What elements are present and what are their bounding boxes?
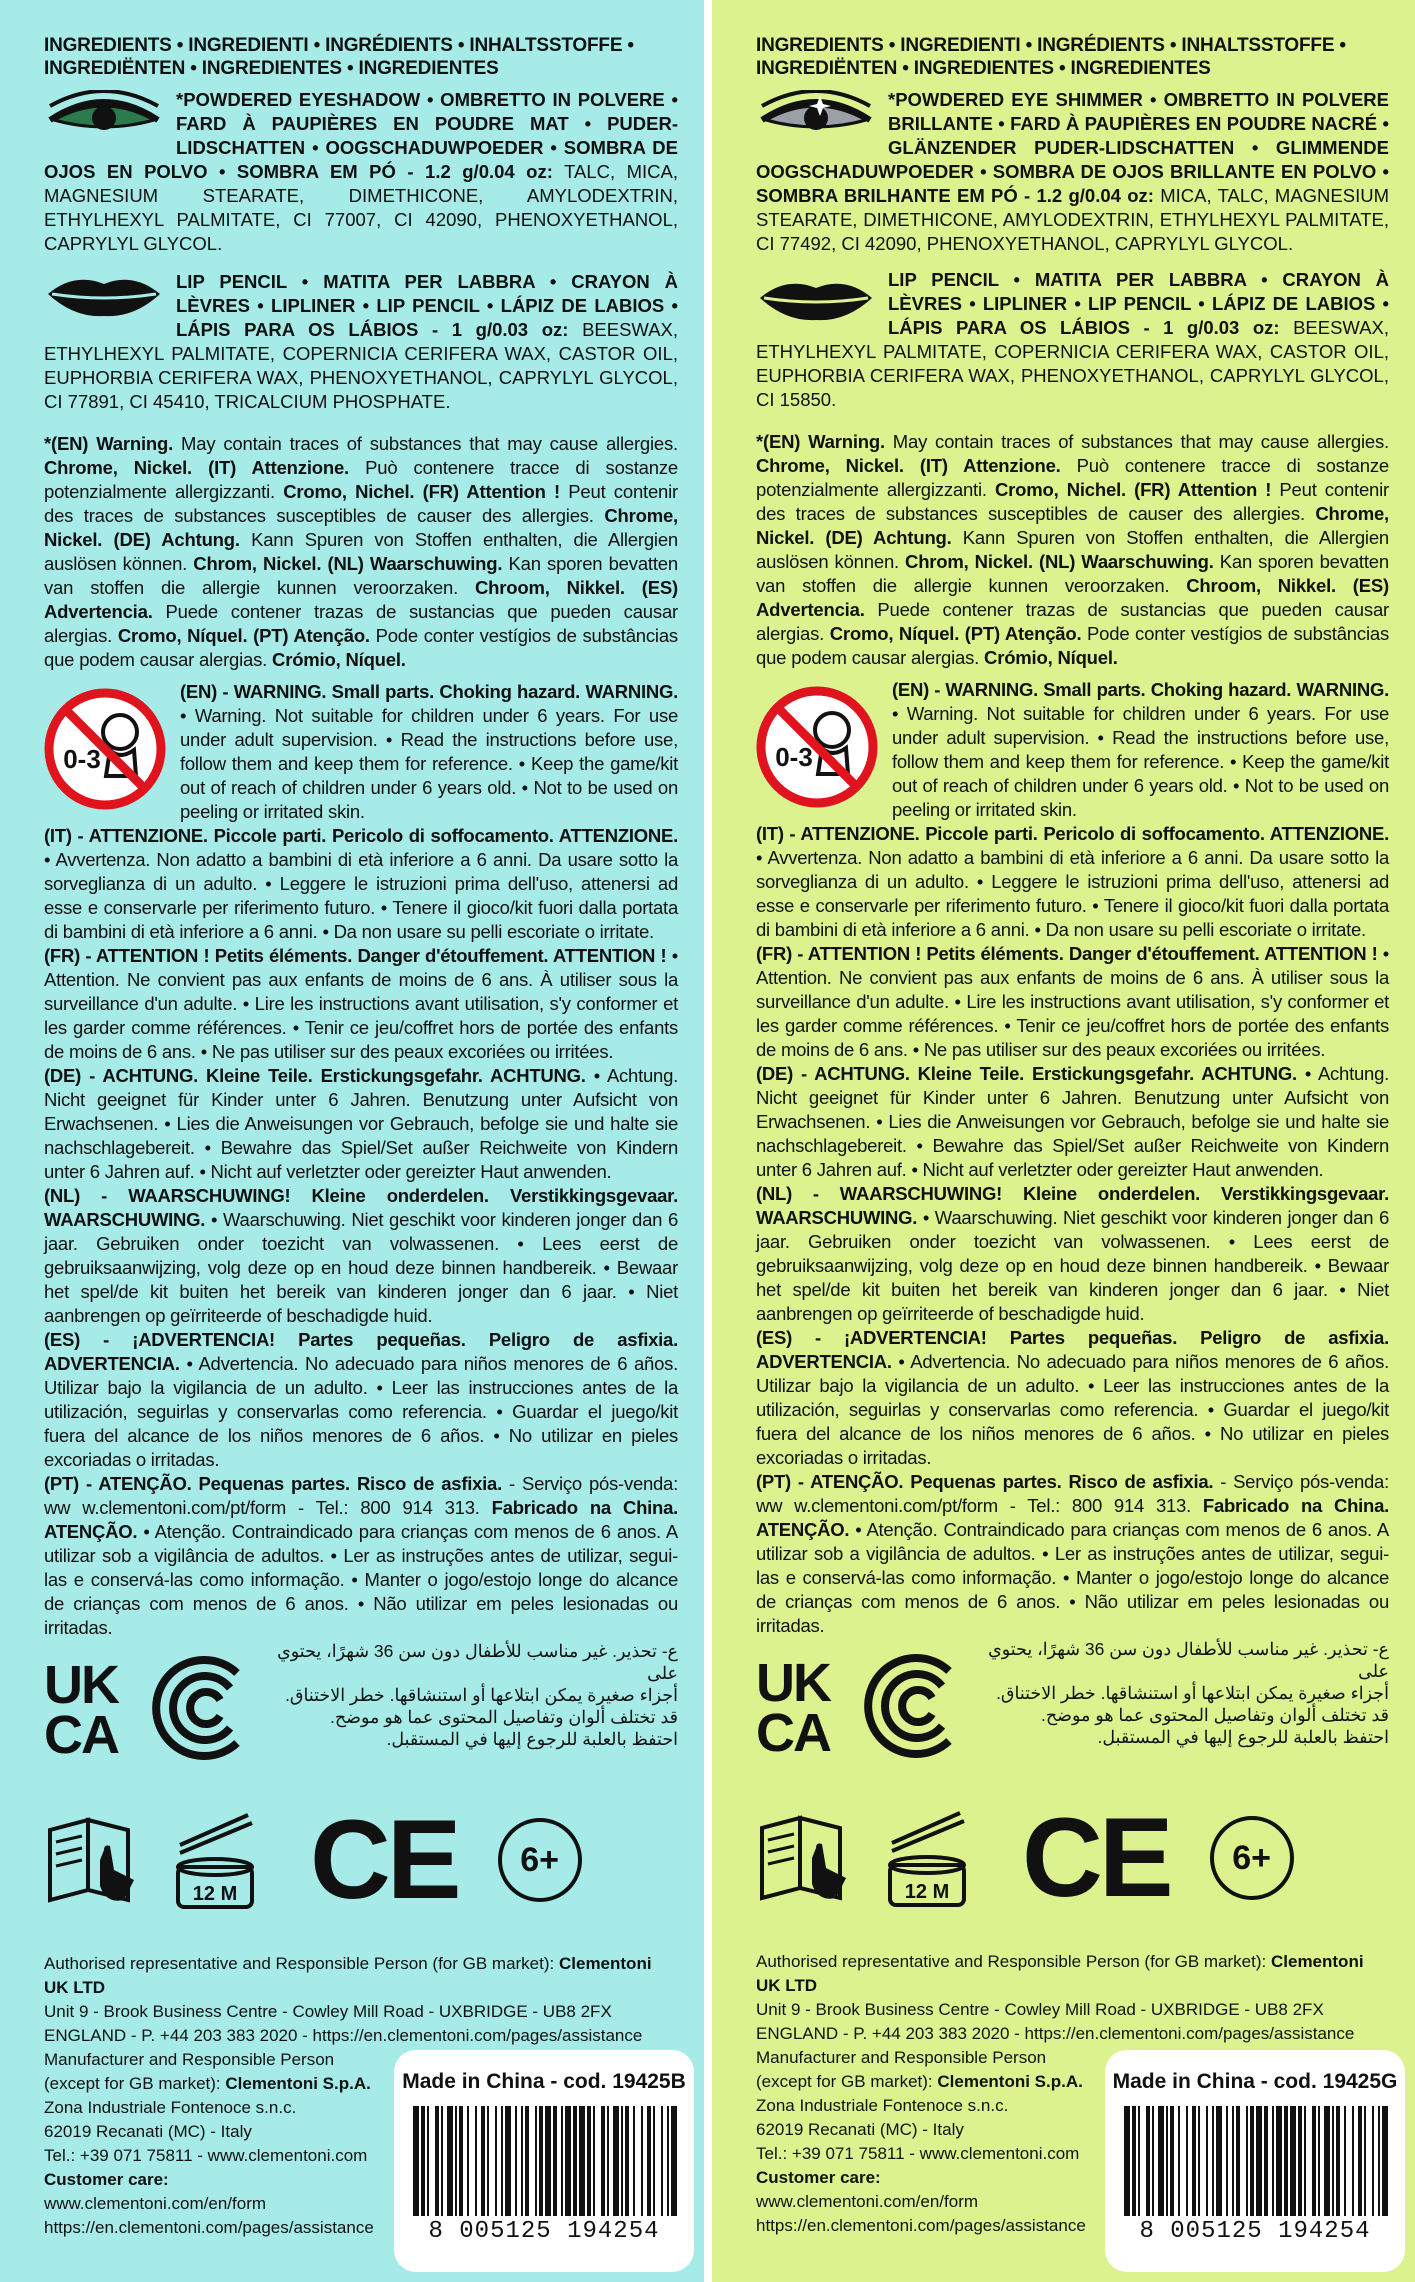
barcode-bar xyxy=(1198,2106,1200,2216)
read-instructions-icon xyxy=(756,1808,852,1909)
age-6plus-badge xyxy=(498,1818,582,1902)
barcode-bar xyxy=(1206,2106,1208,2216)
warning-pt-made: Fabricado na China. ATENÇÃO. xyxy=(756,1495,1390,1540)
recycling-icon xyxy=(854,1646,974,1771)
arabic-line-1: ع- تحذير. غير مناسب للأطفال دون سن 36 شهرًا، يحتوي على xyxy=(988,1639,1389,1681)
lip-ingredients-block xyxy=(44,270,678,414)
warning-es-text: • Advertencia. No adecuado para niños menores de 6 años. Utilizar bajo la vigilancia de un adulto. • Leer las instrucciones antes de la utilización, seguirlas y conservarlas como referencia. • Guardar el juego/kit fuera del alcance de los niños menores de 6 años. • No utilizar en pieles excoriadas o irritadas. xyxy=(756,1351,1389,1468)
allergy-en-metals: Chrome, Nickel. xyxy=(756,455,904,476)
footer-l10: www.clementoni.com/en/form xyxy=(44,2194,267,2213)
barcode-bar xyxy=(435,2106,439,2216)
allergy-en-heading: *(EN) Warning. xyxy=(756,431,885,452)
barcode-bar xyxy=(671,2106,677,2216)
lip-ingredients: BEESWAX, ETHYLHEXYL PALMITATE, COPERNICIA CERIFERA WAX, CASTOR OIL, EUPHORBIA CERIFERA WAX, PHENOXYETHANOL, CAPRYLYL GLYCOL, CI 77891, CI 45410, TRICALCIUM PHOSPHATE. xyxy=(44,319,679,412)
warning-de xyxy=(756,1062,1389,1182)
footer-l1b: Clementoni UK LTD xyxy=(756,1952,1364,1995)
allergy-es-heading: (ES) Advertencia. xyxy=(756,575,1390,620)
barcode-bar xyxy=(1250,2106,1254,2216)
allergy-es-metals: Cromo, Níquel. xyxy=(829,623,960,644)
barcode-bar xyxy=(1246,2106,1248,2216)
eyeshadow-title: *POWDERED EYESHADOW • OMBRETTO IN POLVERE • FARD À PAUPIÈRES EN POUDRE MAT • PUDER-LIDSCHATTEN • OOGSCHADUWPOEDER • SOMBRA DE OJOS EN POLVO • SOMBRA EM PÓ - 1.2 g/0.04 oz: xyxy=(44,89,678,182)
allergy-de-heading: (DE) Achtung. xyxy=(102,529,240,550)
allergy-es-heading: (ES) Advertencia. xyxy=(44,577,679,622)
pao-label: 12 M xyxy=(904,1881,950,1903)
eyeshimmer-title: *POWDERED EYE SHIMMER • OMBRETTO IN POLVERE BRILLANTE • FARD À PAUPIÈRES EN POUDRE NACRÉ • GLÄNZENDER PUDER-LIDSCHATTEN • GLIMMENDE OOGSCHADUWPOEDER • SOMBRA DE OJOS BRILLANTE EN POLVO • SOMBRA BRILHANTE EM PÓ - 1.2 g/0.04 oz: xyxy=(756,89,1389,206)
ingredients-header: INGREDIENTS • INGREDIENTI • INGRÉDIENTS • INHALTSSTOFFE • INGREDIËNTEN • INGREDIENTES • INGREDIENTES xyxy=(44,35,634,79)
footer-l11: https://en.clementoni.com/pages/assistance xyxy=(44,2218,374,2237)
barcode-bar xyxy=(661,2106,663,2216)
allergy-de-metals: Chrom, Nickel. xyxy=(905,551,1033,572)
allergy-it-heading: (IT) Attenzione. xyxy=(903,455,1061,476)
age-sign-label: 0-3 xyxy=(775,742,813,772)
compliance-marks-row xyxy=(44,1640,678,1780)
allergy-pt-text: Pode conter vestígios de substâncias que podem causar alergias. xyxy=(44,625,678,670)
warning-fr-heading: (FR) - ATTENTION ! Petits éléments. Danger d'étouffement. ATTENTION ! xyxy=(44,945,667,966)
allergy-it-text: Può contenere tracce di sostanze potenzialmente allergizzanti. xyxy=(756,455,1389,500)
allergy-fr-heading: (FR) Attention ! xyxy=(414,481,560,502)
footer-l8: Tel.: +39 071 75811 - www.clementoni.com xyxy=(756,2144,1080,2163)
footer-l1a: Authorised representative and Responsible Person (for GB market): xyxy=(756,1952,1271,1971)
panel-divider xyxy=(704,0,712,2282)
warning-nl-heading: (NL) - WAARSCHUWING! Kleine onderdelen. Verstikkingsgevaar. WAARSCHUWING. xyxy=(756,1183,1389,1228)
arabic-warning xyxy=(262,1640,678,1750)
ce-mark: CE xyxy=(1022,1795,1170,1920)
symbols-row xyxy=(756,1788,1389,1928)
eye-icon xyxy=(44,90,164,148)
allergy-nl-heading: (NL) Waarschuwing. xyxy=(321,553,503,574)
barcode-bar xyxy=(1158,2106,1164,2216)
footer-l5a: (except for GB market): xyxy=(756,2072,938,2091)
age-sign-label: 0-3 xyxy=(63,744,101,774)
allergy-de-text: Kann Spuren von Stoffen enthalten, die Allergien auslösen können. xyxy=(44,529,679,574)
age-6plus-label: 6+ xyxy=(520,1840,559,1879)
barcode-bar xyxy=(1382,2106,1388,2216)
product-code: Made in China - cod. 19425B xyxy=(402,2070,686,2093)
barcode-bar xyxy=(521,2106,523,2216)
arabic-line-2: أجزاء صغيرة يمكن ابتلاعها أو استنشاقها. خطر الاختناق. xyxy=(285,1685,678,1705)
barcode-bar xyxy=(1236,2106,1240,2216)
barcode-icon xyxy=(409,2106,679,2216)
barcode-bar xyxy=(621,2106,623,2216)
footer-l8: Tel.: +39 071 75811 - www.clementoni.com xyxy=(44,2146,368,2165)
footer-l5a: (except for GB market): xyxy=(44,2074,226,2093)
footer-l10: www.clementoni.com/en/form xyxy=(756,2192,979,2211)
warning-it-text: • Avvertenza. Non adatto a bambini di età inferiore a 6 anni. Da usare sotto la sorveglianza di un adulto. • Leggere le istruzioni prima dell'uso, attenersi ad esse e conservarle per riferimento futuro. • Tenere il gioco/kit fuori dalla portata di bambini di età inferiore a 6 anni. • Da non usare su pelli escoriate o irritate. xyxy=(44,849,678,942)
allergy-de-text: Kann Spuren von Stoffen enthalten, die Allergien auslösen können. xyxy=(756,527,1390,572)
eyeshadow-ingredients-block xyxy=(44,88,678,256)
footer-gb-representative xyxy=(756,1950,1389,1998)
allergy-it-text: Può contenere tracce di sostanze potenzialmente allergizzanti. xyxy=(44,457,678,502)
warning-de-text: • Achtung. Nicht geeignet für Kinder unter 6 Jahren. Benutzung unter Aufsicht von Erwachsenen. • Lies die Anweisungen vor Gebrauch, befolge sie und halte sie nachschlagebereit. • Bewahre das Spiel/Set außer Reichweite von Kindern unter 6 Jahren auf. • Nicht auf verletzter oder gereizter Haut anwenden. xyxy=(756,1063,1389,1180)
barcode-bar xyxy=(1264,2106,1268,2216)
choking-warning-row xyxy=(756,678,1389,822)
warning-nl-heading: (NL) - WAARSCHUWING! Kleine onderdelen. Verstikkingsgevaar. WAARSCHUWING. xyxy=(44,1185,678,1230)
panel-19425g xyxy=(712,0,1415,2282)
warning-pt-service: - Serviço pós-venda: ww w.clementoni.com/pt/form - Tel.: 800 914 313. xyxy=(44,1473,678,1518)
barcode-bar xyxy=(1372,2106,1374,2216)
barcode-bar xyxy=(1192,2106,1196,2216)
footer-l2: Unit 9 - Brook Business Centre - Cowley Mill Road - UXBRIDGE - UB8 2FX xyxy=(756,2000,1324,2019)
barcode-bar xyxy=(1364,2106,1366,2216)
lip-ingredients: BEESWAX, ETHYLHEXYL PALMITATE, COPERNICIA CERIFERA WAX, CASTOR OIL, EUPHORBIA CERIFERA WAX, PHENOXYETHANOL, CAPRYLYL GLYCOL, CI 15850. xyxy=(756,317,1390,410)
allergy-en-text: May contain traces of substances that may cause allergies. xyxy=(884,431,1389,452)
warning-it xyxy=(44,824,678,944)
allergy-fr-text: Peut contenir des traces de substances susceptibles de causer des allergies. xyxy=(756,479,1390,524)
barcode-bar xyxy=(565,2106,571,2216)
barcode-bar xyxy=(539,2106,543,2216)
barcode-bar xyxy=(1352,2106,1354,2216)
allergy-nl-heading: (NL) Waarschuwing. xyxy=(1032,551,1214,572)
barcode-bar xyxy=(475,2106,477,2216)
barcode-bar xyxy=(1232,2106,1234,2216)
age-6plus-badge xyxy=(1210,1816,1294,1900)
warning-fr-text: • Attention. Ne convient pas aux enfants de moins de 6 ans. À utiliser sous la surveillance d'un adulte. • Lire les instructions avant utilisation, s'y conformer et les garder comme références. • Tenir ce jeu/coffret hors de portée des enfants de moins de 6 ans. • Ne pas utiliser sur des peaux excoriées ou irritées. xyxy=(756,943,1389,1060)
age-warning-sign xyxy=(756,678,892,822)
footer-l1a: Authorised representative and Responsible Person (for GB market): xyxy=(44,1954,559,1973)
warning-en-text: • Warning. Not suitable for children under 6 years. For use under adult supervision. • Read the instructions before use, follow them and keep them for reference. • Keep the game/kit out of reach of children under 6 years old. • Not to be used on peeling or irritated skin. xyxy=(180,705,678,822)
barcode-bar xyxy=(601,2106,605,2216)
footer-l7: 62019 Recanati (MC) - Italy xyxy=(756,2120,964,2139)
allergy-es-text: Puede contener trazas de sustancias que pueden causar alergias. xyxy=(44,601,678,646)
barcode-bar xyxy=(1226,2106,1228,2216)
warning-pt-heading: (PT) - ATENÇÃO. Pequenas partes. Risco de asfixia. xyxy=(44,1473,502,1494)
footer-l2: Unit 9 - Brook Business Centre - Cowley Mill Road - UXBRIDGE - UB8 2FX xyxy=(44,2002,612,2021)
barcode-bar xyxy=(535,2106,537,2216)
barcode-bar xyxy=(505,2106,511,2216)
barcode-bar xyxy=(1272,2106,1274,2216)
barcode-bar xyxy=(1138,2106,1140,2216)
symbols-row xyxy=(44,1790,678,1930)
barcode-bar xyxy=(573,2106,577,2216)
barcode-bar xyxy=(447,2106,453,2216)
panel-19425b xyxy=(0,0,704,2282)
eyeshimmer-ingredients-block xyxy=(756,88,1389,256)
barcode-bar xyxy=(587,2106,591,2216)
arabic-line-2: أجزاء صغيرة يمكن ابتلاعها أو استنشاقها. خطر الاختناق. xyxy=(996,1683,1389,1703)
warning-de-heading: (DE) - ACHTUNG. Kleine Teile. Erstickungsgefahr. ACHTUNG. xyxy=(44,1065,586,1086)
lip-title: LIP PENCIL • MATITA PER LABBRA • CRAYON À LÈVRES • LIPLINER • LIP PENCIL • LÁPIZ DE LABIOS • LÁPIS PARA OS LÁBIOS - 1 g/0.03 oz: xyxy=(176,271,678,340)
barcode-bar xyxy=(495,2106,497,2216)
footer-l11: https://en.clementoni.com/pages/assistance xyxy=(756,2216,1086,2235)
allergy-nl-metals: Chroom, Nikkel. xyxy=(1186,575,1336,596)
barcode-bar xyxy=(1332,2106,1334,2216)
allergy-es-text: Puede contener trazas de sustancias que pueden causar alergias. xyxy=(756,599,1389,644)
arabic-warning xyxy=(974,1638,1389,1748)
barcode-bar xyxy=(607,2106,609,2216)
barcode-bar xyxy=(1290,2106,1296,2216)
ukca-top: UK xyxy=(44,1655,118,1715)
footer-gb-representative xyxy=(44,1952,678,2000)
warning-en-heading: (EN) - WARNING. Small parts. Choking hazard. WARNING. xyxy=(892,679,1389,700)
barcode-bar xyxy=(1284,2106,1288,2216)
barcode-bar xyxy=(525,2106,529,2216)
arabic-line-4: احتفظ بالعلبة للرجوع إليها في المستقبل. xyxy=(1097,1727,1389,1747)
warning-nl-text: • Waarschuwing. Niet geschikt voor kinderen jonger dan 6 jaar. Gebruiken onder toezicht van volwassenen. • Lees eerst de gebruiksaanwijzing, volg deze op en houd deze binnen handbereik. • Bewaar het spel/de kit buiten het bereik van kinderen jonger dan 6 jaar. • Niet aanbrengen op geïrriteerde of beschadigde huid. xyxy=(44,1209,678,1326)
footer-l5b: Clementoni S.p.A. xyxy=(937,2072,1083,2091)
arabic-line-3: قد تختلف ألوان وتفاصيل المحتوى عما هو موضح. xyxy=(1040,1705,1389,1725)
allergy-nl-metals: Chroom, Nikkel. xyxy=(474,577,625,598)
barcode-bar xyxy=(1304,2106,1306,2216)
barcode-bar xyxy=(1178,2106,1180,2216)
allergy-pt-metals: Crómio, Níquel. xyxy=(984,647,1118,668)
age-warning-sign xyxy=(44,680,180,824)
barcode-bar xyxy=(1152,2106,1154,2216)
footer-l7: 62019 Recanati (MC) - Italy xyxy=(44,2122,252,2141)
barcode-bar xyxy=(1256,2106,1262,2216)
warning-nl xyxy=(44,1184,678,1328)
allergy-pt-metals: Crómio, Níquel. xyxy=(272,649,406,670)
barcode-bar xyxy=(1298,2106,1302,2216)
barcode-bar xyxy=(441,2106,443,2216)
arabic-line-4: احتفظ بالعلبة للرجوع إليها في المستقبل. xyxy=(386,1729,678,1749)
barcode-bar xyxy=(1212,2106,1214,2216)
allergy-nl-text: Kan sporen bevatten van stoffen die allergie kunnen veroorzaken. xyxy=(44,553,678,598)
eyeshimmer-ingredients: MICA, TALC, MAGNESIUM STEARATE, DIMETHICONE, AMYLODEXTRIN, ETHYLHEXYL PALMITATE, CI 77492, CI 42090, PHENOXYETHANOL, CAPRYLYL GLYCOL. xyxy=(756,185,1390,254)
ingredients-header: INGREDIENTS • INGREDIENTI • INGRÉDIENTS • INHALTSSTOFFE • INGREDIËNTEN • INGREDIENTES • INGREDIENTES xyxy=(756,35,1346,79)
barcode-bar xyxy=(1336,2106,1340,2216)
allergy-en-metals: Chrome, Nickel. xyxy=(44,457,192,478)
lip-title: LIP PENCIL • MATITA PER LABBRA • CRAYON À LÈVRES • LIPLINER • LIP PENCIL • LÁPIZ DE LABIOS • LÁPIS PARA OS LÁBIOS - 1 g/0.03 oz: xyxy=(888,269,1389,338)
ukca-mark xyxy=(44,1655,124,1765)
barcode-bar xyxy=(647,2106,651,2216)
barcode-bar xyxy=(427,2106,429,2216)
footer-l4: Manufacturer and Responsible Person xyxy=(756,2048,1047,2067)
eyeshadow-ingredients: TALC, MICA, MAGNESIUM STEARATE, DIMETHICONE, AMYLODEXTRIN, ETHYLHEXYL PALMITATE, CI 77007, CI 42090, PHENOXYETHANOL, CAPRYLYL GLYCOL. xyxy=(44,161,678,254)
allergy-de-metals: Chrom, Nickel. xyxy=(193,553,322,574)
warning-it-heading: (IT) - ATTENZIONE. Piccole parti. Pericolo di soffocamento. ATTENZIONE. xyxy=(44,825,678,846)
warning-it-heading: (IT) - ATTENZIONE. Piccole parti. Pericolo di soffocamento. ATTENZIONE. xyxy=(756,823,1389,844)
ukca-bottom: CA xyxy=(756,1703,830,1763)
recycling-icon xyxy=(142,1648,262,1773)
barcode-bar xyxy=(1146,2106,1150,2216)
warning-es-text: • Advertencia. No adecuado para niños menores de 6 años. Utilizar bajo la vigilancia de un adulto. • Leer las instrucciones antes de la utilización, seguirlas y conservarlas como referencia. • Guardar el juego/kit fuera del alcance de los niños menores de 6 años. • No utilizar en pieles excoriadas o irritadas. xyxy=(44,1353,678,1470)
barcode-icon xyxy=(1120,2106,1390,2216)
warning-de-text: • Achtung. Nicht geeignet für Kinder unter 6 Jahren. Benutzung unter Aufsicht von Erwachsenen. • Lies die Anweisungen vor Gebrauch, befolge sie und halte sie nachschlagebereit. • Bewahre das Spiel/Set außer Reichweite von Kindern unter 6 Jahren auf. • Nicht auf verletzter oder gereizter Haut anwenden. xyxy=(44,1065,678,1182)
arabic-line-3: قد تختلف ألوان وتفاصيل المحتوى عما هو موضح. xyxy=(329,1707,678,1727)
pao-icon xyxy=(872,1803,982,1913)
allergy-es-metals: Cromo, Níquel. xyxy=(117,625,248,646)
compliance-marks-row xyxy=(756,1638,1389,1778)
barcode-bar xyxy=(467,2106,469,2216)
allergy-it-metals: Cromo, Nichel. xyxy=(283,481,415,502)
barcode-bar xyxy=(459,2106,463,2216)
barcode-box xyxy=(394,2050,694,2272)
allergy-warning xyxy=(44,432,678,672)
sparkling-eye-icon xyxy=(756,90,876,148)
barcode-bar xyxy=(641,2106,643,2216)
barcode-box xyxy=(1105,2050,1405,2272)
footer-l6: Zona Industriale Fontenoce s.n.c. xyxy=(44,2098,297,2117)
barcode-bar xyxy=(515,2106,517,2216)
read-instructions-icon xyxy=(44,1810,140,1911)
warning-nl xyxy=(756,1182,1389,1326)
barcode-bar xyxy=(413,2106,419,2216)
warning-pt-service: - Serviço pós-venda: ww w.clementoni.com/pt/form - Tel.: 800 914 313. xyxy=(756,1471,1389,1516)
warning-en xyxy=(180,680,678,824)
barcode-bar xyxy=(455,2106,457,2216)
warning-fr xyxy=(756,942,1389,1062)
allergy-it-metals: Cromo, Nichel. xyxy=(995,479,1126,500)
customer-care-label: Customer care: xyxy=(44,2170,169,2189)
allergy-it-heading: (IT) Attenzione. xyxy=(192,457,349,478)
ukca-top: UK xyxy=(756,1653,830,1713)
barcode-number: 8 005125 194254 xyxy=(1139,2218,1371,2245)
barcode-bar xyxy=(561,2106,563,2216)
allergy-fr-heading: (FR) Attention ! xyxy=(1125,479,1272,500)
footer-l1b: Clementoni UK LTD xyxy=(44,1954,652,1997)
barcode-bar xyxy=(633,2106,635,2216)
barcode-bar xyxy=(593,2106,595,2216)
ce-mark: CE xyxy=(310,1797,458,1922)
barcode-bar xyxy=(579,2106,585,2216)
pao-label: 12 M xyxy=(192,1883,238,1905)
warning-pt-made: Fabricado na China. ATENÇÃO. xyxy=(44,1497,679,1542)
warning-es xyxy=(756,1326,1389,1470)
warning-de-heading: (DE) - ACHTUNG. Kleine Teile. Erstickungsgefahr. ACHTUNG. xyxy=(756,1063,1297,1084)
footer-l4: Manufacturer and Responsible Person xyxy=(44,2050,335,2069)
barcode-bar xyxy=(1186,2106,1188,2216)
arabic-line-1: ع- تحذير. غير مناسب للأطفال دون سن 36 شهرًا، يحتوي على xyxy=(277,1641,678,1683)
lip-ingredients-block xyxy=(756,268,1389,412)
ukca-mark xyxy=(756,1653,836,1763)
barcode-bar xyxy=(1216,2106,1222,2216)
barcode-bar xyxy=(1318,2106,1320,2216)
barcode-bar xyxy=(545,2106,551,2216)
footer-l6: Zona Industriale Fontenoce s.n.c. xyxy=(756,2096,1009,2115)
allergy-en-text: May contain traces of substances that may cause allergies. xyxy=(173,433,678,454)
barcode-bar xyxy=(1124,2106,1130,2216)
warning-es-heading: (ES) - ¡ADVERTENCIA! Partes pequeñas. Peligro de asfixia. ADVERTENCIA. xyxy=(44,1329,678,1374)
warning-pt-text: • Atenção. Contraindicado para crianças com menos de 6 anos. A utilizar sob a vigilância de adultos. • Ler as instruções antes de utilizar, segui-las e conservá-las como informação. • Manter o jogo/estojo longe do alcance de crianças com menos de 6 anos. • Não utilizar em peles lesionadas ou irritadas. xyxy=(756,1519,1389,1636)
barcode-bar xyxy=(613,2106,619,2216)
warning-en xyxy=(892,678,1389,822)
choking-warning-row xyxy=(44,680,678,824)
lips-icon xyxy=(756,276,876,328)
warning-es xyxy=(44,1328,678,1472)
barcode-bar xyxy=(1344,2106,1346,2216)
barcode-bar xyxy=(1312,2106,1316,2216)
barcode-bar xyxy=(1358,2106,1362,2216)
barcode-bar xyxy=(1166,2106,1168,2216)
barcode-bar xyxy=(1324,2106,1330,2216)
barcode-bar xyxy=(1276,2106,1282,2216)
allergy-de-heading: (DE) Achtung. xyxy=(814,527,952,548)
barcode-bar xyxy=(487,2106,489,2216)
allergy-pt-heading: (PT) Atenção. xyxy=(959,623,1082,644)
warning-pt xyxy=(44,1472,678,1640)
allergy-pt-heading: (PT) Atenção. xyxy=(247,625,370,646)
allergy-fr-metals: Chrome, Nickel. xyxy=(756,503,1389,548)
warning-pt-heading: (PT) - ATENÇÃO. Pequenas partes. Risco de asfixia. xyxy=(756,1471,1214,1492)
footer-l3: ENGLAND - P. +44 203 383 2020 - https://en.clementoni.com/pages/assistance xyxy=(756,2024,1355,2043)
barcode-bar xyxy=(625,2106,629,2216)
allergy-nl-text: Kan sporen bevatten van stoffen die allergie kunnen veroorzaken. xyxy=(756,551,1389,596)
warning-es-heading: (ES) - ¡ADVERTENCIA! Partes pequeñas. Peligro de asfixia. ADVERTENCIA. xyxy=(756,1327,1389,1372)
barcode-number: 8 005125 194254 xyxy=(428,2218,660,2245)
pao-icon xyxy=(160,1805,270,1915)
allergy-fr-metals: Chrome, Nickel. xyxy=(44,505,678,550)
warning-fr xyxy=(44,944,678,1064)
footer-l5b: Clementoni S.p.A. xyxy=(225,2074,371,2093)
warning-it-text: • Avvertenza. Non adatto a bambini di età inferiore a 6 anni. Da usare sotto la sorveglianza di un adulto. • Leggere le istruzioni prima dell'uso, attenersi ad esse e conservarle per riferimento futuro. • Tenere il gioco/kit fuori dalla portata di bambini di età inferiore a 6 anni. • Da non usare su pelli escoriate o irritate. xyxy=(756,847,1389,940)
footer-l3: ENGLAND - P. +44 203 383 2020 - https://en.clementoni.com/pages/assistance xyxy=(44,2026,643,2045)
allergy-en-heading: *(EN) Warning. xyxy=(44,433,174,454)
warning-pt-text: • Atenção. Contraindicado para crianças com menos de 6 anos. A utilizar sob a vigilância de adultos. • Ler as instruções antes de utilizar, segui-las e conservá-las como informação. • Manter o jogo/estojo longe do alcance de crianças com menos de 6 anos. • Não utilizar em peles lesionadas ou irritadas. xyxy=(44,1521,678,1638)
barcode-bar xyxy=(667,2106,669,2216)
barcode-bar xyxy=(1170,2106,1174,2216)
allergy-pt-text: Pode conter vestígios de substâncias que podem causar alergias. xyxy=(756,623,1389,668)
barcode-bar xyxy=(501,2106,503,2216)
barcode-bar xyxy=(553,2106,557,2216)
barcode-bar xyxy=(421,2106,425,2216)
age-6plus-label: 6+ xyxy=(1232,1838,1271,1877)
customer-care-label: Customer care: xyxy=(756,2168,881,2187)
barcode-bar xyxy=(653,2106,655,2216)
product-code: Made in China - cod. 19425G xyxy=(1112,2070,1398,2093)
warning-pt xyxy=(756,1470,1389,1638)
barcode-bar xyxy=(1132,2106,1136,2216)
warning-nl-text: • Waarschuwing. Niet geschikt voor kinderen jonger dan 6 jaar. Gebruiken onder toezicht van volwassenen. • Lees eerst de gebruiksaanwijzing, volg deze op en houd deze binnen handbereik. • Bewaar het spel/de kit buiten het bereik van kinderen jonger dan 6 jaar. • Niet aanbrengen op geïrriteerde of beschadigde huid. xyxy=(756,1207,1389,1324)
ukca-bottom: CA xyxy=(44,1705,118,1765)
warning-fr-heading: (FR) - ATTENTION ! Petits éléments. Danger d'étouffement. ATTENTION ! xyxy=(756,943,1378,964)
barcode-bar xyxy=(481,2106,485,2216)
barcode-bar xyxy=(1378,2106,1380,2216)
warning-fr-text: • Attention. Ne convient pas aux enfants de moins de 6 ans. À utiliser sous la surveillance d'un adulte. • Lire les instructions avant utilisation, s'y conformer et les garder comme références. • Tenir ce jeu/coffret hors de portée des enfants de moins de 6 ans. • Ne pas utiliser sur des peaux excoriées ou irritées. xyxy=(44,945,679,1062)
warning-de xyxy=(44,1064,678,1184)
warning-en-text: • Warning. Not suitable for children under 6 years. For use under adult supervision. • Read the instructions before use, follow them and keep them for reference. • Keep the game/kit out of reach of children under 6 years old. • Not to be used on peeling or irritated skin. xyxy=(892,703,1389,820)
allergy-fr-text: Peut contenir des traces de substances susceptibles de causer des allergies. xyxy=(44,481,679,526)
allergy-warning xyxy=(756,430,1389,670)
warning-it xyxy=(756,822,1389,942)
warning-en-heading: (EN) - WARNING. Small parts. Choking hazard. WARNING. xyxy=(180,681,678,702)
lips-icon xyxy=(44,272,164,324)
